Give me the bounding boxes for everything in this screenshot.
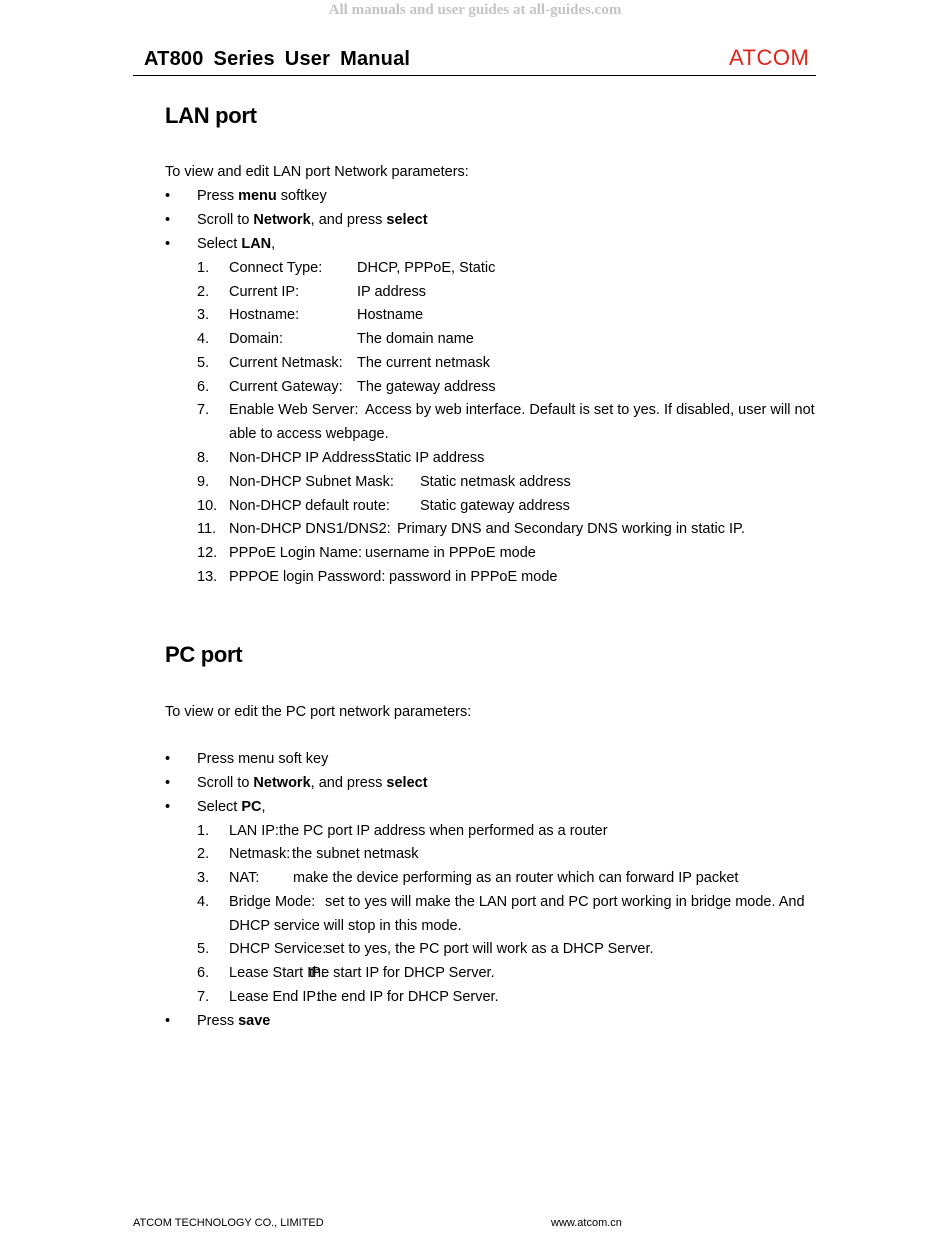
title-word: Series: [213, 48, 275, 70]
pc-port-heading: PC port: [165, 642, 243, 667]
manual-title: [144, 48, 420, 71]
lan-port-heading: LAN port: [165, 103, 257, 128]
bullet-icon: •: [165, 751, 171, 767]
header-divider: [133, 75, 816, 76]
lan-item-continuation: able to access webpage.: [229, 426, 389, 442]
lan-intro: To view and edit LAN port Network parameters:: [165, 164, 469, 180]
bullet-icon: •: [165, 188, 171, 204]
title-word: Manual: [340, 48, 411, 70]
title-word: AT800: [144, 48, 204, 70]
title-word: User: [284, 48, 331, 70]
footer-website: www.atcom.cn: [551, 1217, 622, 1229]
pc-item-continuation: DHCP service will stop in this mode.: [229, 918, 462, 934]
bullet-icon: •: [165, 799, 171, 815]
bullet-icon: •: [165, 236, 171, 252]
bullet-icon: •: [165, 775, 171, 791]
bullet-icon: •: [165, 212, 171, 228]
watermark: All manuals and user guides at all-guides.com: [328, 2, 622, 18]
atcom-logo: ATCOM: [729, 45, 810, 70]
pc-intro: To view or edit the PC port network parameters:: [165, 704, 472, 720]
footer-company: ATCOM TECHNOLOGY CO., LIMITED: [133, 1217, 324, 1229]
bullet-icon: •: [165, 1013, 171, 1029]
